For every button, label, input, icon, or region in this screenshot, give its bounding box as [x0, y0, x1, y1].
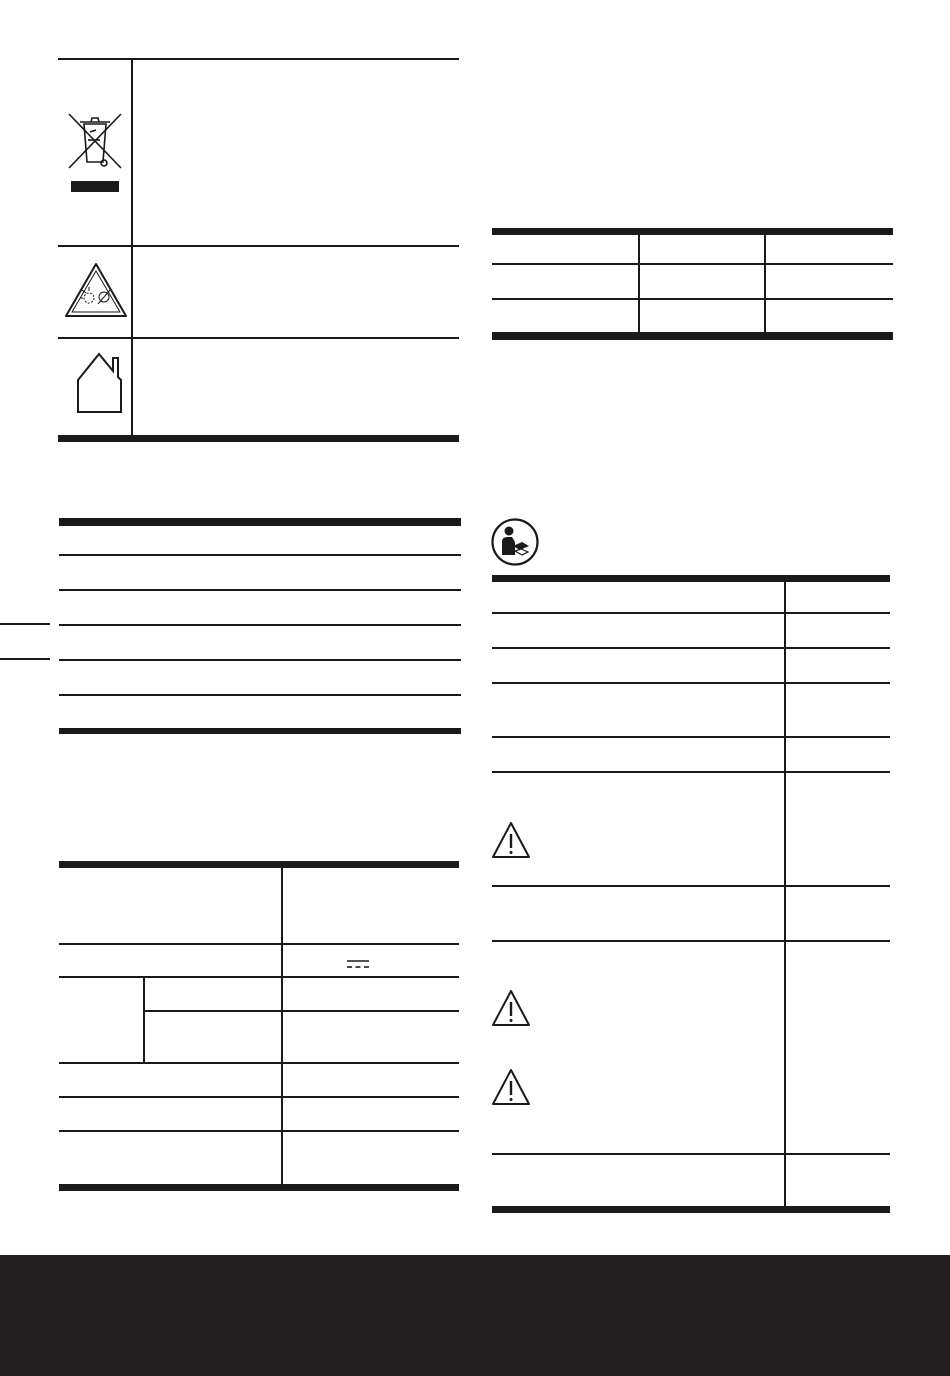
- three-col-row-rule: [492, 263, 893, 265]
- direct-current-icon: [346, 958, 370, 970]
- specs-bottom-rule: [59, 1184, 459, 1191]
- instructions-row-rule: [492, 647, 890, 649]
- instructions-bottom-rule: [492, 1206, 890, 1213]
- warning-triangle-icon: [491, 821, 531, 859]
- warning-triangle-icon: [491, 1068, 531, 1106]
- instructions-row-rule: [492, 885, 890, 887]
- read-manual-icon: [491, 518, 539, 566]
- three-col-bottom-rule: [492, 332, 893, 340]
- specs-row-rule: [59, 943, 459, 945]
- ruled-list-row-rule: [59, 589, 461, 591]
- instructions-row-rule: [492, 771, 890, 773]
- symbols-table-row-rule: [58, 337, 459, 339]
- ruled-list-row-rule: [59, 624, 461, 626]
- symbols-table-column-divider: [131, 58, 133, 442]
- three-col-row-rule: [492, 298, 893, 300]
- ruled-list-row-rule: [59, 694, 461, 696]
- three-col-divider: [638, 228, 640, 340]
- indoor-use-house-icon: [73, 350, 125, 414]
- symbols-table-row-rule: [58, 245, 459, 247]
- three-col-divider: [764, 228, 766, 340]
- symbols-table-bottom-rule: [58, 435, 459, 442]
- instructions-row-rule: [492, 1153, 890, 1155]
- specs-row-rule: [143, 1010, 459, 1012]
- instructions-row-rule: [492, 736, 890, 738]
- edge-tab-mark: [0, 623, 50, 625]
- ruled-list-top-rule: [59, 518, 461, 526]
- three-col-top-rule: [492, 228, 893, 235]
- edge-tab-mark: [0, 658, 50, 660]
- ruled-list-row-rule: [59, 659, 461, 661]
- symbols-table-top-rule: [58, 58, 459, 60]
- page-footer-band: [0, 1255, 950, 1376]
- warning-triangle-icon: [491, 989, 531, 1027]
- specs-row-rule: [59, 1096, 459, 1098]
- instructions-row-rule: [492, 940, 890, 942]
- specs-row-rule: [59, 1130, 459, 1132]
- crossed-out-wheelie-bin-icon: [66, 110, 124, 194]
- specs-column-divider: [281, 861, 283, 1191]
- instructions-top-rule: [492, 575, 890, 582]
- instructions-row-rule: [492, 612, 890, 614]
- specs-row-rule: [59, 1062, 459, 1064]
- instructions-column-divider: [784, 575, 786, 1212]
- instructions-row-rule: [492, 682, 890, 684]
- ruled-list-bottom-rule: [59, 728, 461, 734]
- specs-row-rule: [59, 976, 459, 978]
- specs-sub-divider: [143, 977, 145, 1063]
- specs-top-rule: [59, 861, 459, 868]
- ruled-list-row-rule: [59, 554, 461, 556]
- no-sunlight-warning-icon: [64, 262, 128, 320]
